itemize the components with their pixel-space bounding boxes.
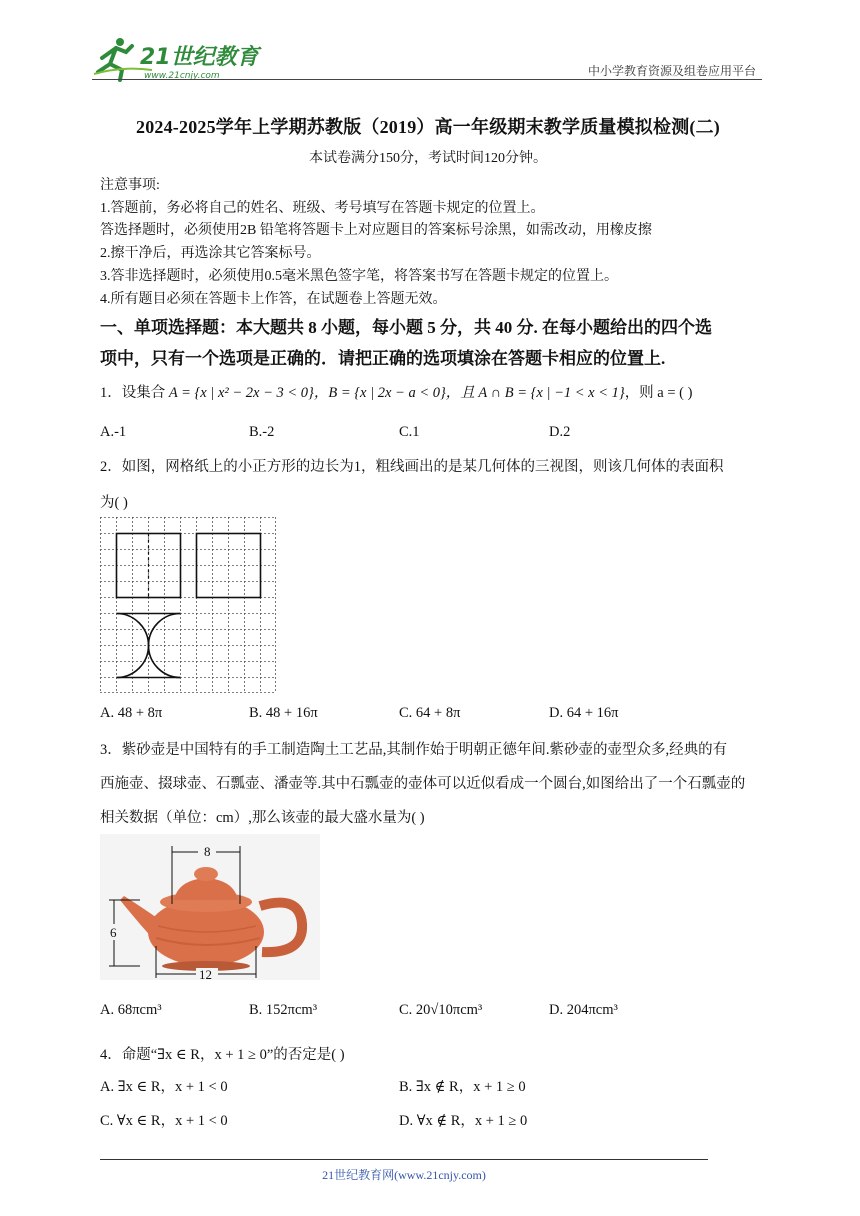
question-2-stem-line1: 2．如图，网格纸上的小正方形的边长为1，粗线画出的是某几何体的三视图，则该几何体的表面积 [100,459,724,475]
q2-option-a[interactable]: A. 48 + 8π [100,705,163,721]
question-3-stem-line1: 3．紫砂壶是中国特有的手工制造陶土工艺品,其制作始于明朝正德年间.紫砂壶的壶型众多,经典的有 [100,742,728,758]
q1-set-b: ，B = {x | 2x − a < 0} [313,385,446,401]
q1-option-a[interactable]: A.-1 [100,424,127,440]
q3-option-c[interactable]: C. 20√10πcm³ [399,1002,483,1018]
top-view [117,614,181,678]
logo-url: www.21cnjy.com [144,71,220,81]
q4-option-b[interactable]: B. ∃x ∉ R，x + 1 ≥ 0 [399,1079,526,1095]
q4-option-a[interactable]: A. ∃x ∈ R，x + 1 < 0 [100,1079,228,1095]
q1-set-a: A = {x | x² − 2x − 3 < 0} [168,385,314,401]
q3-option-b[interactable]: B. 152πcm³ [249,1002,318,1018]
notes-heading: 注意事项: [100,178,160,193]
q4-option-d[interactable]: D. ∀x ∉ R，x + 1 ≥ 0 [399,1113,528,1129]
exam-subtitle: 本试卷满分150分，考试时间120分钟。 [309,151,547,166]
question-2-stem-line2: 为( ) [100,495,128,511]
note-item: 答选择题时，必须使用2B 铅笔将答题卡上对应题目的答案标号涂黑，如需改动，用橡皮擦 [100,223,652,238]
note-item: 1.答题前，务必将自己的姓名、班级、考号填写在答题卡规定的位置上。 [100,201,545,216]
teapot-label-top: 8 [204,844,211,859]
q2-option-c[interactable]: C. 64 + 8π [399,705,461,721]
exam-title: 2024-2025学年上学期苏教版（2019）高一年级期末教学质量模拟检测(二) [136,117,720,137]
header-divider [92,79,762,80]
q1-lead: 1．设集合 [100,385,169,401]
note-item: 3.答非选择题时，必须使用0.5毫米黑色签字笔，将答案书写在答题卡规定的位置上。 [100,269,618,284]
header-platform-text: 中小学教育资源及组卷应用平台 [587,64,756,78]
question-3-stem-line3: 相关数据（单位：cm）,那么该壶的最大盛水量为( ) [100,810,425,826]
q3-option-d[interactable]: D. 204πcm³ [549,1002,618,1018]
footer-text[interactable]: 21世纪教育网(www.21cnjy.com) [322,1168,486,1182]
teapot-label-left: 6 [110,925,117,940]
site-logo [92,36,262,82]
q1-condition: ，且 A ∩ B = {x | −1 < x < 1} [445,385,625,401]
section-heading-line2: 项中，只有一个选项是正确的．请把正确的选项填涂在答题卡相应的位置上. [100,349,666,368]
q1-ask: ，则 a = ( ) [624,385,693,401]
question-3-stem-line2: 西施壶、掇球壶、石瓢壶、潘壶等.其中石瓢壶的壶体可以近似看成一个圆台,如图给出了一个石瓢壶的 [100,776,746,792]
footer-divider [100,1159,708,1160]
q4-option-c[interactable]: C. ∀x ∈ R，x + 1 < 0 [100,1113,228,1129]
three-view-grid-figure [100,517,276,693]
q1-option-c[interactable]: C.1 [399,424,420,440]
section-heading-line1: 一、单项选择题：本大题共 8 小题，每小题 5 分，共 40 分. 在每小题给出的四个选 [100,318,712,337]
question-4-stem: 4．命题“∃x ∈ R，x + 1 ≥ 0”的否定是( ) [100,1047,345,1063]
note-item: 4.所有题目必须在答题卡上作答，在试题卷上答题无效。 [100,292,447,307]
q3-option-a[interactable]: A. 68πcm³ [100,1002,162,1018]
q2-option-d[interactable]: D. 64 + 16π [549,705,619,721]
q1-option-b[interactable]: B.-2 [249,424,275,440]
note-item: 2.擦干净后，再选涂其它答案标号。 [100,246,321,261]
teapot-label-bottom: 12 [199,967,212,980]
question-1-stem [100,381,692,402]
q1-option-d[interactable]: D.2 [549,424,571,440]
teapot-figure [100,834,320,980]
q2-option-b[interactable]: B. 48 + 16π [249,705,318,721]
logo-text: 21世纪教育 [140,45,259,70]
